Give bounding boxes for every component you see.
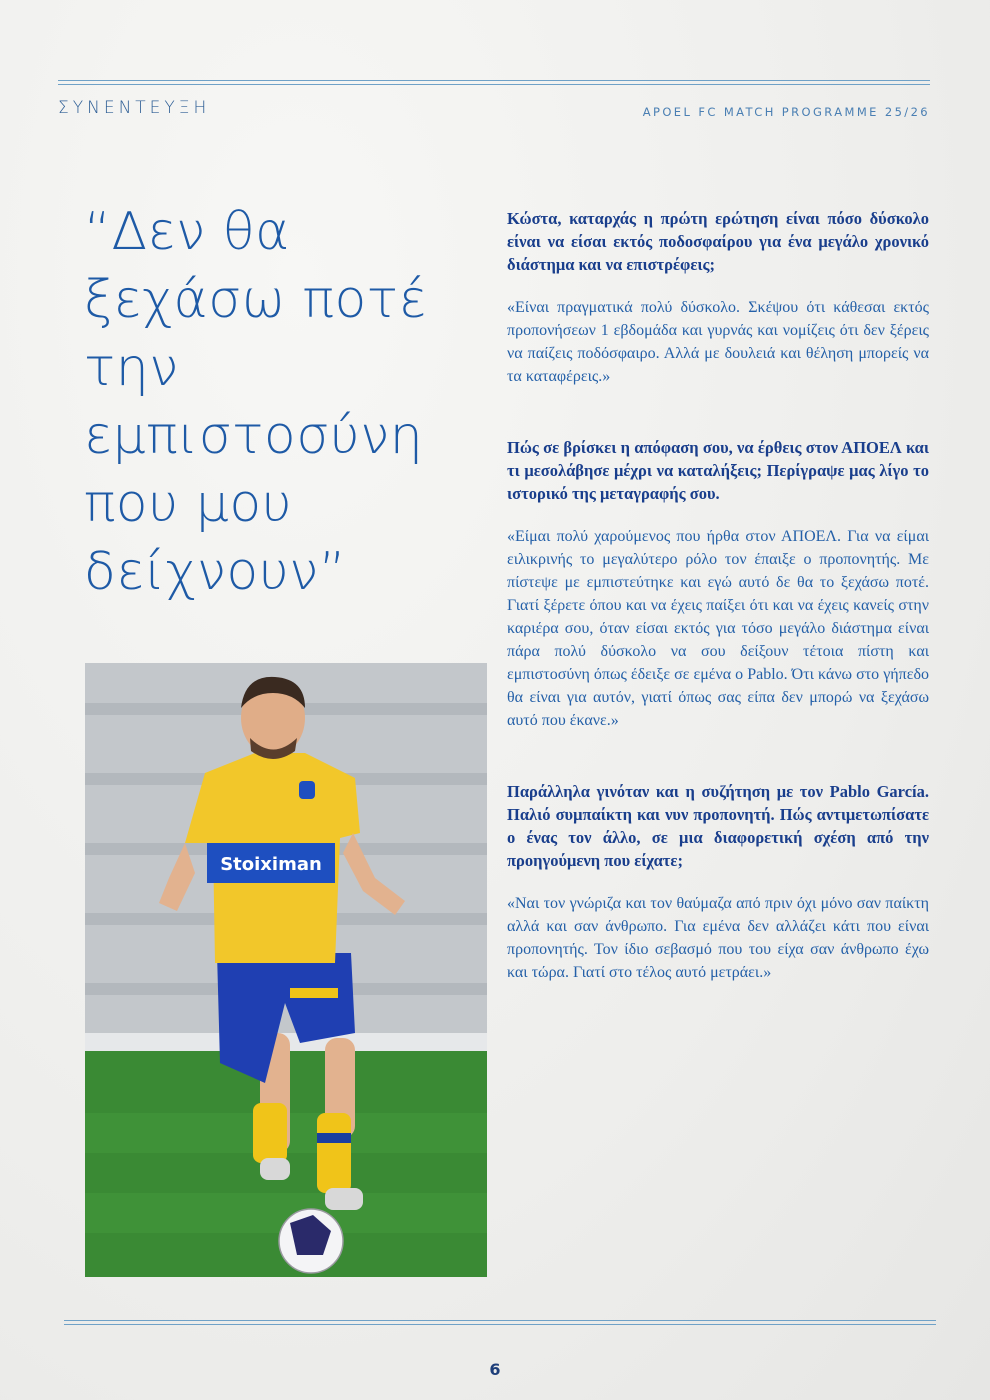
pull-quote: “Δεν θα ξεχάσω ποτέ την εμπιστοσύνη που μου δείχνουν” [84,202,428,602]
page-number: 6 [489,1360,501,1379]
interview-question-2: Πώς σε βρίσκει η απόφαση σου, να έρθεις στον ΑΠΟΕΛ και τι μεσολάβησε μέχρι να καταλήξεις; Περίγραψε μας λίγο το ιστορικό της μεταγραφής σου. [507,438,929,503]
programme-title: APOEL FC MATCH PROGRAMME 25/26 [642,105,930,119]
interview-question-3: Παράλληλα γινόταν και η συζήτηση με τον Pablo García. Παλιό συμπαίκτη και νυν προπονητή. Πώς αντιμετωπίσατε ο ένας τον άλλο, σε μια διαφορετική σχέση από την προηγούμενη που είχατε; [507,782,929,870]
top-rule [58,80,930,85]
bottom-rule [64,1320,936,1325]
interview-question-1: Κώστα, καταρχάς η πρώτη ερώτηση είναι πόσο δύσκολο είναι να είσαι εκτός ποδοσφαίρου για ένα μεγάλο χρονικό διάστημα και να επιστρέφεις; [507,209,929,274]
interview-answer-3: «Ναι τον γνώριζα και τον θαύμαζα από πριν όχι μόνο σαν παίκτη αλλά και σαν άνθρωπο. Για εμένα δεν αλλάζει κάτι που είναι προπονητής. Τον ίδιο σεβασμό που του είχα σαν άνθρωπο έχω και τώρα. Γιατί στο τέλος αυτό μετράει.» [507,895,929,981]
player-illustration [85,663,487,1277]
interview-answer-1: «Είναι πραγματικά πολύ δύσκολο. Σκέψου ότι κάθεσαι εκτός προπονήσεων 1 εβδομάδα και γυρνάς και νομίζεις ότι δεν ξέρεις να παίζεις ποδόσφαιρο. Αλλά με δουλειά και θέληση μπορείς να τα καταφέρεις.» [507,299,929,385]
player-photo [85,663,487,1277]
chest-sponsor: Stoiximan [220,854,322,875]
section-label: ΣΥΝΕΝΤΕΥΞΗ [58,98,211,118]
interview-content [507,207,929,984]
interview-answer-2: «Είμαι πολύ χαρούμενος που ήρθα στον ΑΠΟΕΛ. Για να είμαι ειλικρινής το μεγαλύτερο ρόλο τον έπαιξε ο προπονητής. Με πίστεψε με εμπιστεύτηκε και εγώ αυτό δε θα το ξεχάσω ποτέ. Γιατί ξέρετε όπου και να έχεις παίξει ότι και να έχεις κανείς στην καριέρα σου, όταν είσαι εκτός για τόσο μεγάλο διάστημα είναι πάρα πολύ δύσκολο να σου δείξουν τέτοια πίστη και εμπιστοσύνη όπως έδειξε σε εμένα ο Pablo. Ότι κάνω στο γήπεδο θα είναι για αυτόν, γιατί όπως σας είπα δεν μπορώ να ξεχάσω αυτό που έκανε.» [507,528,929,729]
